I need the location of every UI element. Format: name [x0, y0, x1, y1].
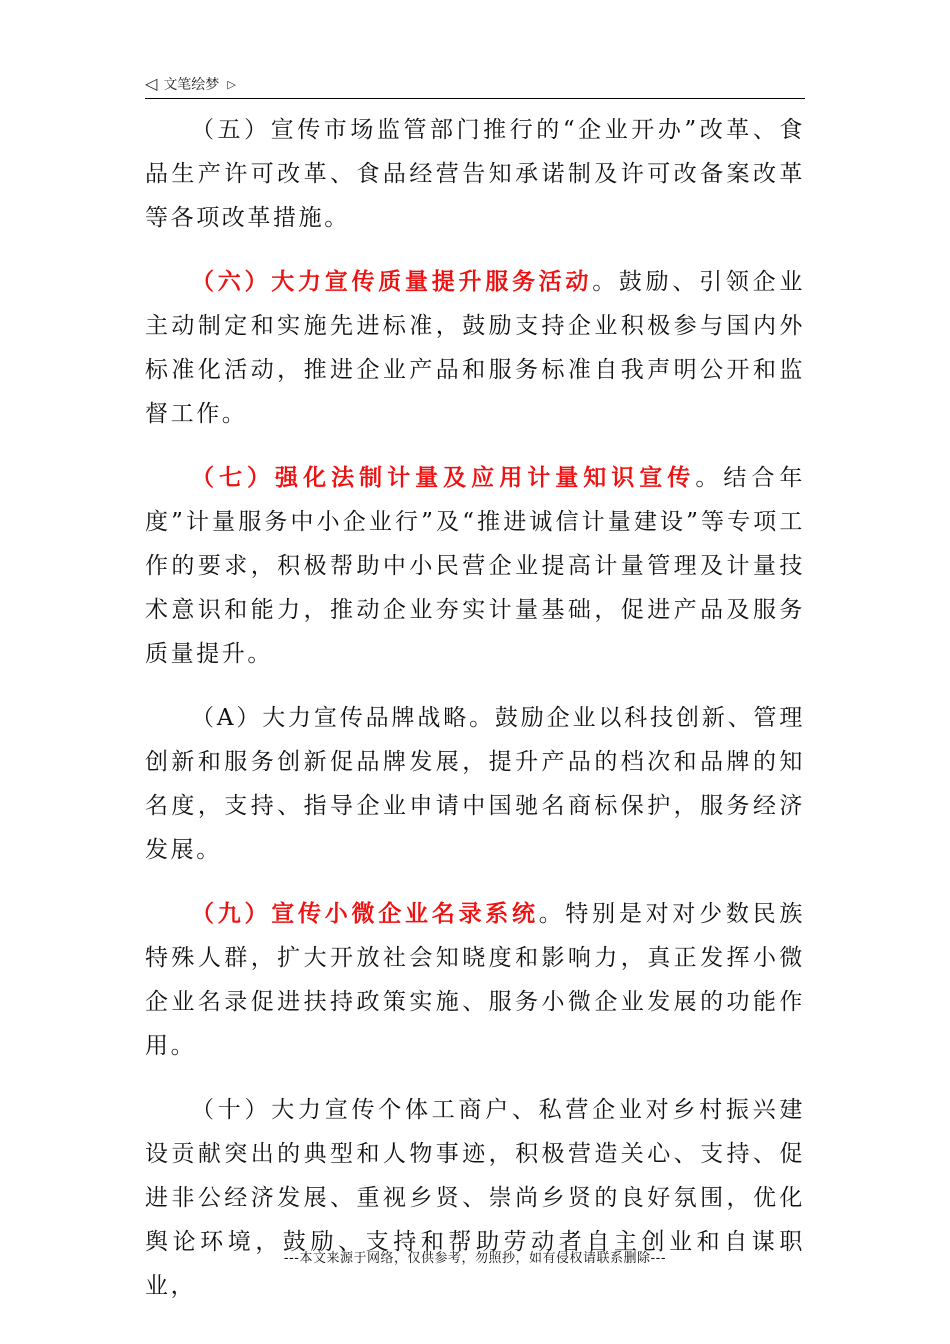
paragraph-heading: （六）大力宣传质量提升服务活动: [191, 268, 593, 295]
paragraph-text: （五）宣传市场监管部门推行的“企业开办”改革、食品生产许可改革、食品经营告知承诺制及许可改备案改革等各项改革措施。: [145, 117, 805, 231]
paragraph-text: （A）大力宣传品牌战略。鼓励企业以科技创新、管理创新和服务创新促品牌发展，提升产品的档次和品牌的知名度，支持、指导企业申请中国驰名商标保护，服务经济发展。: [145, 705, 805, 863]
paragraph-heading: （七）强化法制计量及应用计量知识宣传: [191, 464, 696, 491]
brand-label: 文笔绘梦: [163, 77, 220, 93]
paragraph-heading: （九）宣传小微企业名录系统: [191, 900, 539, 927]
paragraph-text: 。鼓励、引领企业主动制定和实施先进标准，鼓励支持企业积极参与国内外标准化活动，推进企业产品和服务标准自我声明公开和监督工作。: [145, 269, 806, 427]
paragraph-8: [145, 696, 805, 872]
paragraph-10: [145, 1088, 805, 1308]
paragraph-text: （十）大力宣传个体工商户、私营企业对乡村振兴建设贡献突出的典型和人物事迹，积极营造关心、支持、促进非公经济发展、重视乡贤、崇尚乡贤的良好氛围，优化舆论环境，鼓励、支持和帮助劳动者自主创业和自谋职业，: [145, 1097, 805, 1299]
paragraph-text: 。结合年度”计量服务中小企业行”及“推进诚信计量建设”等专项工作的要求，积极帮助中小民营企业提高计量管理及计量技术意识和能力，推动企业夯实计量基础，促进产品及服务质量提升。: [145, 465, 805, 667]
brand: [145, 74, 236, 94]
paragraph-7: [145, 456, 805, 676]
footer-notice: ---本文来源于网络，仅供参考，勿照抄，如有侵权请联系删除---: [283, 1251, 667, 1266]
triangle-right-icon: ▷: [227, 77, 236, 91]
page-header: [145, 72, 805, 99]
document-body: [145, 108, 805, 1328]
paragraph-9: [145, 892, 805, 1068]
triangle-left-icon: ◁: [145, 74, 158, 93]
paragraph-6: [145, 260, 805, 436]
paragraph-text: 。特别是对对少数民族特殊人群，扩大开放社会知晓度和影响力，真正发挥小微企业名录促进扶持政策实施、服务小微企业发展的功能作用。: [145, 901, 805, 1059]
paragraph-5: [145, 108, 805, 240]
